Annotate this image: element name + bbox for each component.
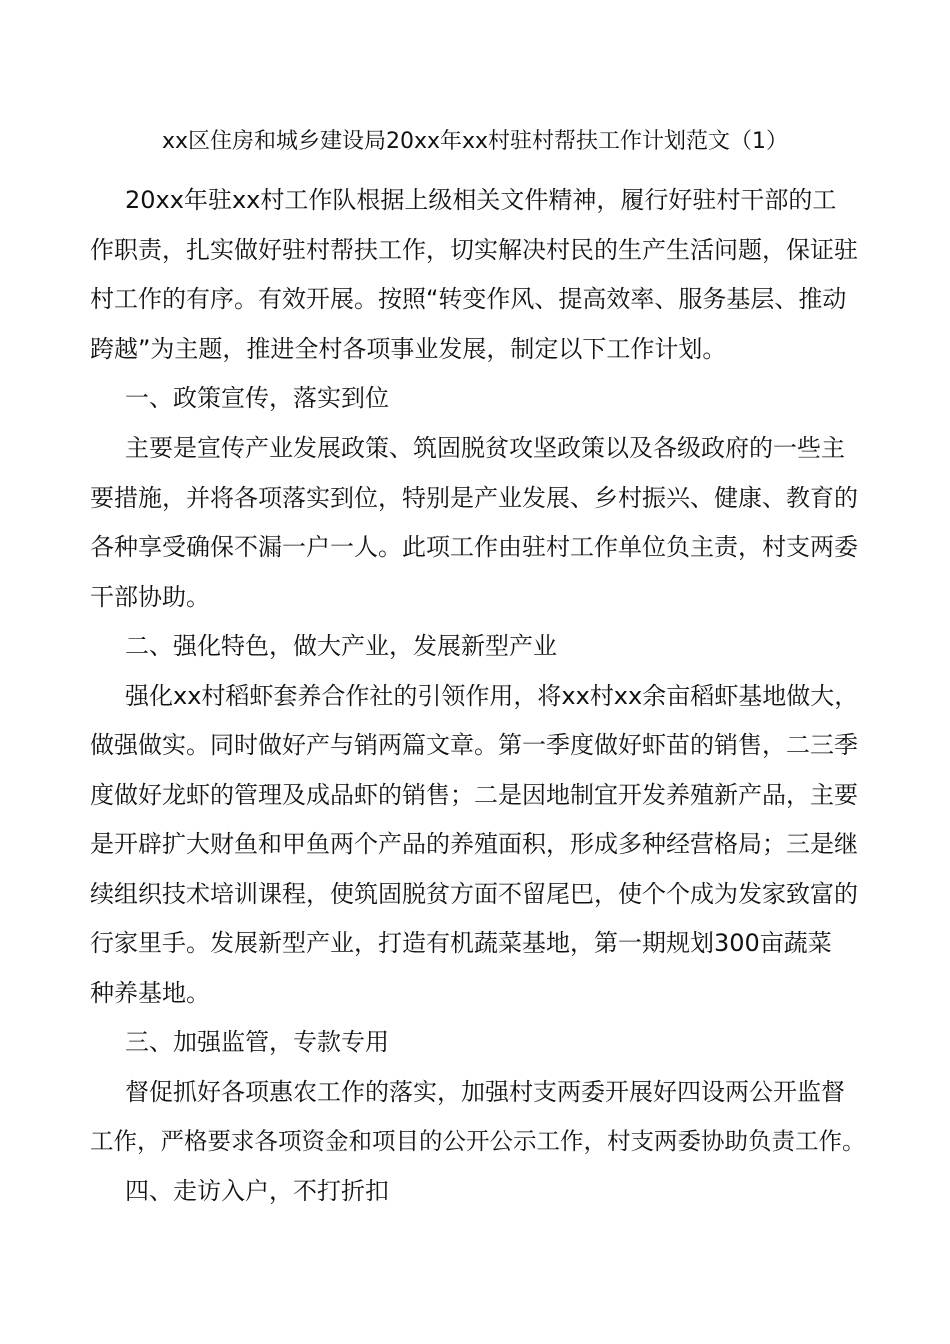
paragraph-line: 度做好龙虾的管理及成品虾的销售；二是因地制宜开发养殖新产品，主要 <box>90 781 858 809</box>
paragraph-line: 村工作的有序。有效开展。按照“转变作风、提高效率、服务基层、推动 <box>90 285 847 313</box>
section-heading: 二、强化特色，做大产业，发展新型产业 <box>125 632 557 660</box>
paragraph-line: 各种享受确保不漏一户一人。此项工作由驻村工作单位负主责，村支两委 <box>90 533 858 561</box>
section-heading: 四、走访入户，不打折扣 <box>125 1177 389 1205</box>
paragraph-line: 主要是宣传产业发展政策、筑固脱贫攻坚政策以及各级政府的一些主 <box>125 434 845 462</box>
document-title: xx区住房和城乡建设局20xx年xx村驻村帮扶工作计划范文（1） <box>161 129 789 154</box>
section-heading: 三、加强监管，专款专用 <box>125 1028 389 1056</box>
paragraph-line: 行家里手。发展新型产业，打造有机蔬菜基地，第一期规划300亩蔬菜 <box>90 929 832 957</box>
paragraph-line: 做强做实。同时做好产与销两篇文章。第一季度做好虾苗的销售，二三季 <box>90 731 858 759</box>
paragraph-line: 跨越”为主题，推进全村各项事业发展，制定以下工作计划。 <box>90 335 727 363</box>
paragraph-line: 续组织技术培训课程，使筑固脱贫方面不留尾巴，使个个成为发家致富的 <box>90 880 858 908</box>
paragraph-line: 工作，严格要求各项资金和项目的公开公示工作，村支两委协助负责工作。 <box>90 1127 866 1155</box>
paragraph-line: 要措施，并将各项落实到位，特别是产业发展、乡村振兴、健康、教育的 <box>90 484 858 512</box>
paragraph-line: 种养基地。 <box>90 979 210 1007</box>
paragraph-line: 作职责，扎实做好驻村帮扶工作，切实解决村民的生产生活问题，保证驻 <box>90 236 858 264</box>
paragraph-line: 20xx年驻xx村工作队根据上级相关文件精神，履行好驻村干部的工 <box>125 186 837 214</box>
paragraph-line: 督促抓好各项惠农工作的落实，加强村支两委开展好四设两公开监督 <box>125 1078 845 1106</box>
paragraph-line: 强化xx村稻虾套养合作社的引领作用，将xx村xx余亩稻虾基地做大， <box>125 682 859 710</box>
paragraph-line: 是开辟扩大财鱼和甲鱼两个产品的养殖面积，形成多种经营格局；三是继 <box>90 830 858 858</box>
paragraph-line: 干部协助。 <box>90 583 210 611</box>
section-heading: 一、政策宣传，落实到位 <box>125 384 389 412</box>
